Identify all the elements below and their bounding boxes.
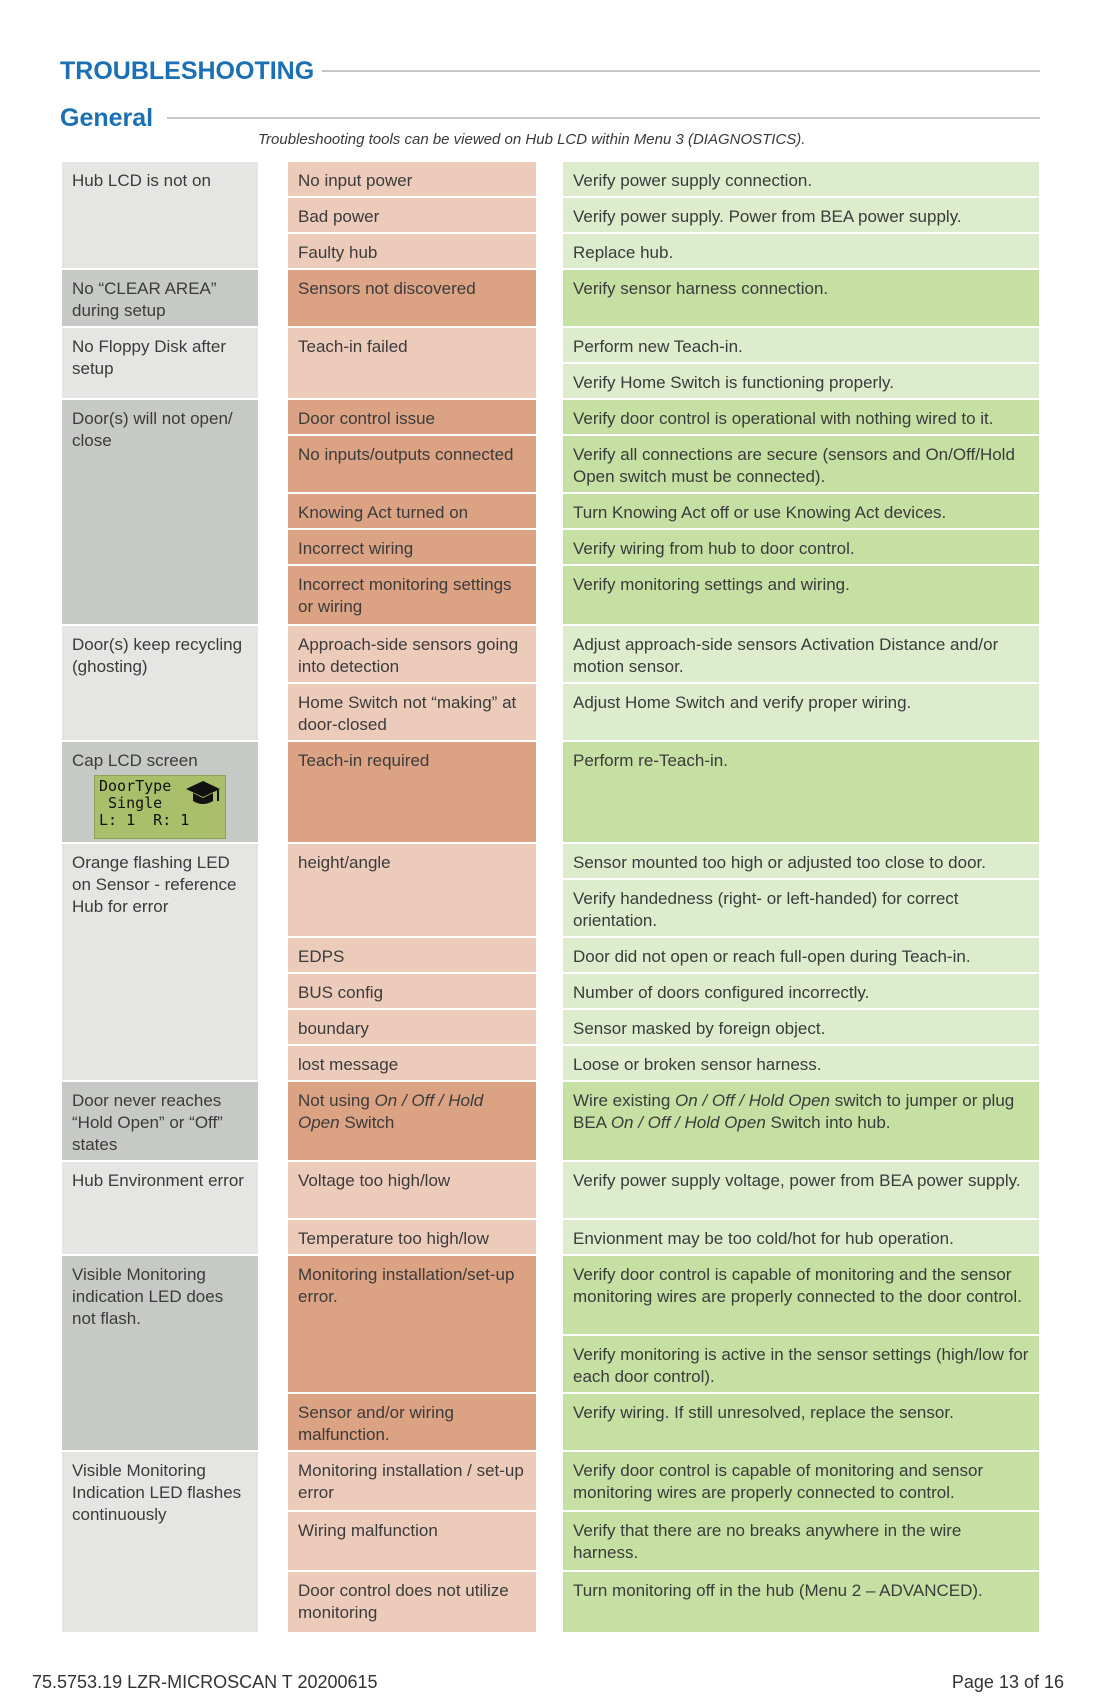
problem-cell-cap-lcd	[62, 742, 258, 842]
cause-cell: Incorrect monitoring settings or wiring	[288, 566, 536, 624]
cause-cell: No inputs/outputs connected	[288, 436, 536, 492]
problem-cell: Hub Environment error	[62, 1162, 258, 1254]
diagnostics-note: Troubleshooting tools can be viewed on Hub LCD within Menu 3 (DIAGNOSTICS).	[258, 131, 806, 148]
cause-cell: Monitoring installation / set-up error	[288, 1452, 536, 1510]
cause-cell: Wiring malfunction	[288, 1512, 536, 1570]
solution-cell: Verify monitoring is active in the sensor settings (high/low for each door control).	[563, 1336, 1039, 1392]
section-title: TROUBLESHOOTING	[60, 54, 1040, 88]
cause-cell: Approach-side sensors going into detection	[288, 626, 536, 682]
solution-cell: Verify power supply voltage, power from BEA power supply.	[563, 1162, 1039, 1218]
cause-cell: Door control issue	[288, 400, 536, 434]
solution-cell: Turn monitoring off in the hub (Menu 2 – ADVANCED).	[563, 1572, 1039, 1632]
cause-cell: Sensor and/or wiring malfunction.	[288, 1394, 536, 1450]
cause-cell: Knowing Act turned on	[288, 494, 536, 528]
lcd-screen-image	[94, 775, 226, 839]
document-id: 75.5753.19 LZR-MICROSCAN T 20200615	[32, 1672, 378, 1692]
lcd-line: Single	[99, 794, 163, 812]
problem-cell: Visible Monitoring indication LED does not flash.	[62, 1256, 258, 1450]
solution-cell: Verify power supply. Power from BEA power supply.	[563, 198, 1039, 232]
cause-cell: Door control does not utilize monitoring	[288, 1572, 536, 1632]
solution-cell: Verify door control is capable of monitoring and sensor monitoring wires are properly connected to control.	[563, 1452, 1039, 1510]
solution-cell: Verify handedness (right- or left-handed) for correct orientation.	[563, 880, 1039, 936]
problem-cell: No Floppy Disk after setup	[62, 328, 258, 398]
cause-cell: Monitoring installation/set-up error.	[288, 1256, 536, 1392]
title-rule	[322, 70, 1040, 72]
cause-cell: Teach-in failed	[288, 328, 536, 398]
cause-cell: Bad power	[288, 198, 536, 232]
solution-cell: Verify monitoring settings and wiring.	[563, 566, 1039, 624]
cause-cell: Voltage too high/low	[288, 1162, 536, 1218]
cause-cell: BUS config	[288, 974, 536, 1008]
solution-cell: Verify Home Switch is functioning properly.	[563, 364, 1039, 398]
solution-cell: Adjust Home Switch and verify proper wiring.	[563, 684, 1039, 740]
problem-cell: Orange flashing LED on Sensor - reference Hub for error	[62, 844, 258, 1080]
graduation-cap-icon	[185, 779, 221, 809]
problem-label: Cap LCD screen	[72, 751, 198, 770]
solution-cell: Loose or broken sensor harness.	[563, 1046, 1039, 1080]
lcd-line: DoorType	[99, 777, 172, 795]
subsection-title: General	[60, 101, 1040, 135]
problem-cell: Door(s) keep recycling (ghosting)	[62, 626, 258, 740]
problem-cell: Hub LCD is not on	[62, 162, 258, 268]
solution-cell: Verify door control is operational with nothing wired to it.	[563, 400, 1039, 434]
solution-cell: Adjust approach-side sensors Activation Distance and/or motion sensor.	[563, 626, 1039, 682]
cause-cell: No input power	[288, 162, 536, 196]
page-number: Page 13 of 16	[951, 1672, 1064, 1692]
solution-cell: Perform re-Teach-in.	[563, 742, 1039, 842]
solution-cell: Door did not open or reach full-open during Teach-in.	[563, 938, 1039, 972]
solution-cell: Sensor mounted too high or adjusted too close to door.	[563, 844, 1039, 878]
cause-cell: Sensors not discovered	[288, 270, 536, 326]
cause-cell: Temperature too high/low	[288, 1220, 536, 1254]
solution-cell: Number of doors configured incorrectly.	[563, 974, 1039, 1008]
cause-cell: Incorrect wiring	[288, 530, 536, 564]
solution-cell: Turn Knowing Act off or use Knowing Act devices.	[563, 494, 1039, 528]
solution-cell: Verify power supply connection.	[563, 162, 1039, 196]
solution-cell-hold-open: Wire existing On / Off / Hold Open switch to jumper or plug BEA On / Off / Hold Open Switch into hub.	[563, 1082, 1039, 1160]
problem-cell: No “CLEAR AREA” during setup	[62, 270, 258, 326]
subtitle-rule	[167, 117, 1040, 119]
cause-cell: Home Switch not “making” at door-closed	[288, 684, 536, 740]
cause-cell: EDPS	[288, 938, 536, 972]
solution-cell: Verify wiring. If still unresolved, replace the sensor.	[563, 1394, 1039, 1450]
solution-cell: Verify that there are no breaks anywhere in the wire harness.	[563, 1512, 1039, 1570]
problem-cell: Door(s) will not open/ close	[62, 400, 258, 624]
solution-cell: Verify door control is capable of monitoring and the sensor monitoring wires are properly connected to the door control.	[563, 1256, 1039, 1334]
cause-cell: Teach-in required	[288, 742, 536, 842]
cause-cell: lost message	[288, 1046, 536, 1080]
cause-cell-hold-open: Not using On / Off / Hold Open Switch	[288, 1082, 536, 1160]
cause-cell: height/angle	[288, 844, 536, 936]
solution-cell: Verify sensor harness connection.	[563, 270, 1039, 326]
solution-cell: Sensor masked by foreign object.	[563, 1010, 1039, 1044]
cause-cell: boundary	[288, 1010, 536, 1044]
problem-cell: Visible Monitoring Indication LED flashes continuously	[62, 1452, 258, 1632]
solution-cell: Envionment may be too cold/hot for hub operation.	[563, 1220, 1039, 1254]
solution-cell: Verify wiring from hub to door control.	[563, 530, 1039, 564]
solution-cell: Replace hub.	[563, 234, 1039, 268]
lcd-line: L: 1 R: 1	[99, 811, 190, 829]
solution-cell: Verify all connections are secure (sensors and On/Off/Hold Open switch must be connected).	[563, 436, 1039, 492]
solution-cell: Perform new Teach-in.	[563, 328, 1039, 362]
problem-cell: Door never reaches “Hold Open” or “Off” states	[62, 1082, 258, 1160]
cause-cell: Faulty hub	[288, 234, 536, 268]
